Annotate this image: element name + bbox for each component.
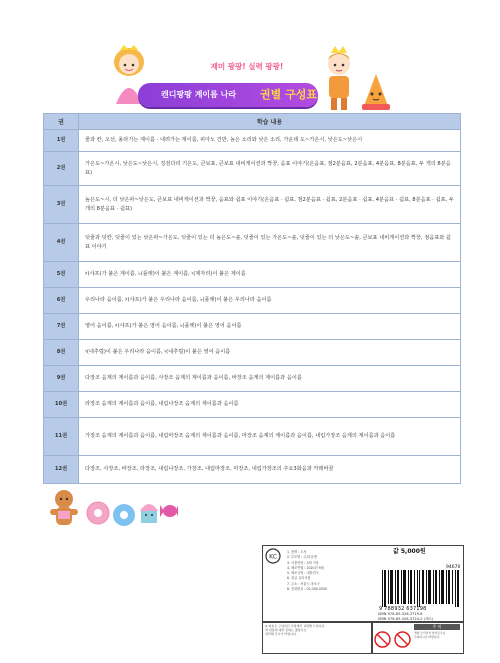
svg-text:KC: KC xyxy=(269,553,277,561)
wrapped-candy-icon xyxy=(160,505,178,517)
tagline: 재미 팡팡! 실력 팡팡! xyxy=(210,62,284,71)
notice-line: 연락해 주시기 바랍니다. xyxy=(265,632,297,637)
volume-cell: 4권 xyxy=(44,224,79,262)
table-row xyxy=(44,392,461,418)
content-cell: 가온도~가온시, 낮은도~낮은시, 징검다리 기온도, 큰보표, 큰보표 내비게이션과 짝꿍, 음표 이야기(온음표, 점2분음표, 2분음표, 4분음표, 8분음표, 두 개의 8분음표) xyxy=(79,152,461,186)
volume-cell: 3권 xyxy=(44,186,79,224)
info-line: 1. 품명 : 도서 xyxy=(287,550,307,554)
warning-line: 주의하시기 바랍니다. xyxy=(414,635,441,639)
content-cell: 덧줄과 덧칸, 덧줄이 있는 낮은파~가온도, 덧줄이 있는 더 높은도~솔, 덧줄이 있는 가온도~솔, 덧줄이 있는 더 낮은도~솔, 큰보표 내비게이션과 짝꿍, 점음표와 쉼표 이야기 xyxy=(79,224,461,262)
table-row xyxy=(44,288,461,314)
notice-line: ※ 파본은 구입하신 서점에서 교환해 드립니다. xyxy=(265,624,326,628)
volume-cell: 10권 xyxy=(44,392,79,418)
kc-certification-icon xyxy=(265,548,281,564)
content-cell: 높은도~시, 더 낮은파~낮은도, 큰보표 내비게이션과 짝꿍, 음표와 쉼표 이야기(온음표 · 쉼표, 점2분음표 · 쉼표, 2분음표 · 쉼표, 4분음표 · 쉼표, 8분음표 · 쉼표, 두 개의 8분음표 · 쉼표) xyxy=(79,186,461,224)
table-header-row xyxy=(44,114,461,130)
content-cell: 영어 음이름, ♯(샤프)가 붙은 영어 음이름, ♭(플랫)이 붙은 영어 음이름 xyxy=(79,314,461,340)
volume-cell: 5권 xyxy=(44,262,79,288)
no-fire-warning-icon xyxy=(394,631,411,648)
volume-cell: 12권 xyxy=(44,456,79,484)
info-line: 4. 제조연월 : 2020년 9월 xyxy=(287,565,324,570)
donut-icon xyxy=(87,502,109,524)
add-on-code: 94670 xyxy=(446,565,461,570)
volume-cell: 9권 xyxy=(44,366,79,392)
info-line: 2. 부모명 : 주/다음앤 xyxy=(287,555,317,560)
info-line: 8. 전화번호 : 02-000-0000 xyxy=(287,587,328,592)
candy-cone-character xyxy=(360,72,392,112)
barcode-number: 9 788932 637198 xyxy=(379,606,427,612)
volume-cell: 11권 xyxy=(44,418,79,456)
volume-cell: 7권 xyxy=(44,314,79,340)
price-label: 값 5,000원 xyxy=(393,548,426,555)
isbn-line: ISBN 978-89-326-3724-2 (세트) xyxy=(378,617,434,621)
donut-icon xyxy=(113,504,135,526)
table-row xyxy=(44,130,461,152)
info-line: 5. 제조국명 : 대한민국 xyxy=(287,571,319,576)
warning-title: 주 의 xyxy=(414,624,460,630)
isbn-line: ISBN 978-89-326-3719-8 xyxy=(378,612,423,616)
volume-cell: 6권 xyxy=(44,288,79,314)
no-mouth-warning-icon xyxy=(374,631,391,648)
notice-line: 책 내용에 대한 문의는 출판사로 xyxy=(265,628,307,633)
prince-boy-illustration xyxy=(318,44,360,114)
header-content: 학습 내용 xyxy=(79,114,461,130)
barcode-icon xyxy=(380,570,462,607)
notice-text xyxy=(265,624,369,637)
info-line: 3. 사용연령 : 3세 이상 xyxy=(287,560,319,565)
table-row xyxy=(44,366,461,392)
volume-content-table xyxy=(43,113,461,484)
warning-line: 책의 모서리가 날카로우니 xyxy=(414,631,446,635)
gingerbread-icon xyxy=(50,490,78,525)
volume-cell: 2권 xyxy=(44,152,79,186)
content-cell: ♯(샤프)가 붙은 계이름, ♭(플랫)이 붙은 계이름, ♮(제자리)이 붙은 계이름 xyxy=(79,262,461,288)
content-cell: 다장조, 사장조, 바장조, 라장조, 내림나장조, 가장조, 내림마장조, 마장조, 내림가장조의 주요3화음과 카레바꿈 xyxy=(79,456,461,484)
table-row xyxy=(44,418,461,456)
cupcake-icon xyxy=(140,504,158,523)
table-row xyxy=(44,262,461,288)
content-cell: 줄과 칸, 오선, 올라가는 계이름 · 내려가는 계이름, 피아노 건반, 높은 소리와 낮은 소리, 가운데 도~가온시, 낮은도~낮은시 xyxy=(79,130,461,152)
content-cell: ♮(내추럴)이 붙은 우리나라 음이름, ♮(내추럴)이 붙은 영어 음이름 xyxy=(79,340,461,366)
info-line: 7. 주소 : 서울시 마포구 xyxy=(287,581,320,586)
content-cell: 우리나라 음이름, ♯(샤프)가 붙은 우리나라 음이름, ♭(플랫)이 붙은 우리나라 음이름 xyxy=(79,288,461,314)
content-cell: 다장조 음계의 계이름과 음이름, 사장조 음계의 계이름과 음이름, 바장조 음계의 계이름과 음이름 xyxy=(79,366,461,392)
volume-cell: 1권 xyxy=(44,130,79,152)
content-cell: 라장조 음계의 계이름과 음이름, 내림나장조 음계의 계이름과 음이름 xyxy=(79,392,461,418)
isbn-block xyxy=(378,612,433,622)
content-cell: 가장조 음계의 계이름과 음이름, 내림마장조 음계의 계이름과 음이름, 마장조 음계의 계이름과 음이름, 내림가장조 음계의 계이름과 음이름 xyxy=(79,418,461,456)
table-row xyxy=(44,224,461,262)
volume-cell: 8권 xyxy=(44,340,79,366)
table-row xyxy=(44,456,461,484)
header-volume: 권 xyxy=(44,114,79,130)
candy-characters-illustration xyxy=(48,487,178,535)
product-info-list xyxy=(287,550,327,592)
table-row xyxy=(44,186,461,224)
info-line: 6. 취급 유의사항 xyxy=(287,576,311,581)
banner-title: 권별 구성표 xyxy=(260,88,317,101)
banner-subtitle: 캔디팡팡 계이름 나라 xyxy=(161,90,237,99)
table-row xyxy=(44,152,461,186)
table-row xyxy=(44,314,461,340)
table-row xyxy=(44,340,461,366)
warning-text xyxy=(414,631,460,639)
